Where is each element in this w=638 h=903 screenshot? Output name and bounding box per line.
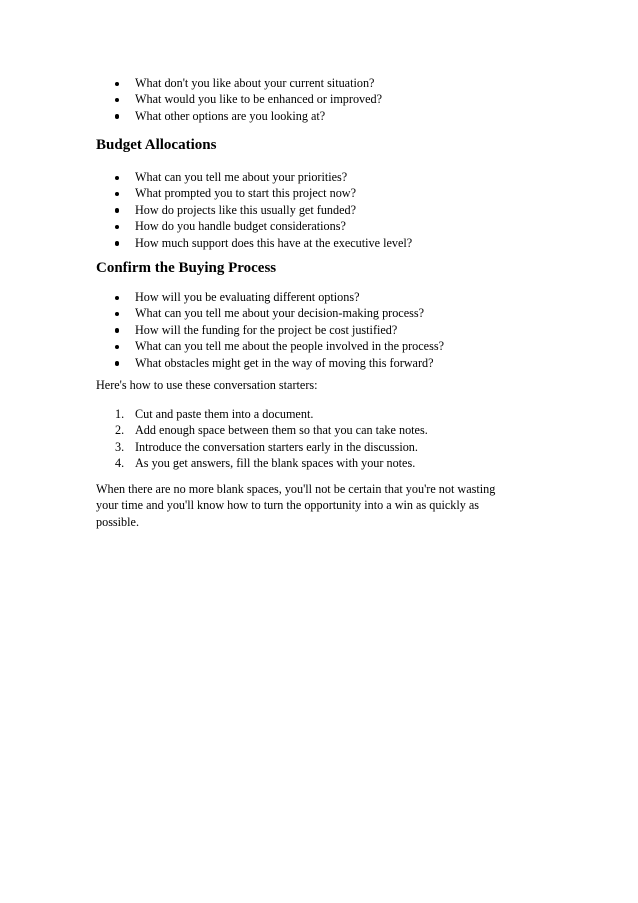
list-item-text: How much support does this have at the executive level? — [135, 235, 413, 250]
buying-process-question-list — [0, 289, 638, 371]
numbered-step — [0, 422, 638, 438]
step-text: Introduce the conversation starters early in the discussion. — [135, 439, 418, 454]
list-item — [0, 202, 638, 218]
list-item — [0, 218, 638, 234]
numbered-step — [0, 406, 638, 422]
bullet-icon — [115, 114, 119, 118]
bullet-icon — [115, 345, 119, 349]
section-heading-buying-process: Confirm the Buying Process — [96, 260, 277, 276]
list-item-text: What prompted you to start this project now? — [135, 186, 357, 201]
bullet-icon — [115, 312, 119, 316]
closing-line: possible. — [96, 514, 139, 529]
step-number: 2. — [115, 423, 125, 438]
numbered-step — [0, 439, 638, 455]
numbered-step — [0, 455, 638, 471]
list-item-text: How do you handle budget considerations? — [135, 219, 346, 234]
list-item — [0, 169, 638, 185]
list-item — [0, 338, 638, 354]
list-item-text: What other options are you looking at? — [135, 108, 326, 123]
bullet-icon — [115, 208, 119, 212]
list-item — [0, 185, 638, 201]
list-item-text: What would you like to be enhanced or improved? — [135, 92, 383, 107]
closing-line: your time and you'll know how to turn the opportunity into a win as quickly as — [96, 498, 480, 513]
step-text: Add enough space between them so that you can take notes. — [135, 423, 428, 438]
bullet-icon — [115, 192, 119, 196]
step-number: 1. — [115, 407, 125, 421]
budget-question-list — [0, 169, 638, 251]
closing-line: When there are no more blank spaces, you'll not be certain that you're not wasting — [96, 482, 496, 496]
list-item — [0, 108, 638, 124]
section-heading-budget: Budget Allocations — [96, 137, 217, 153]
intro-question-list — [0, 75, 638, 124]
bullet-icon — [115, 361, 119, 365]
list-item — [0, 289, 638, 305]
bullet-icon — [115, 241, 119, 245]
bullet-icon — [115, 98, 119, 102]
list-item — [0, 322, 638, 338]
step-number: 4. — [115, 456, 125, 471]
bullet-icon — [115, 82, 119, 86]
step-number: 3. — [115, 439, 125, 454]
closing-paragraph — [96, 481, 536, 530]
list-item — [0, 91, 638, 107]
list-item — [0, 305, 638, 321]
list-item-text: How will the funding for the project be cost justified? — [135, 322, 398, 337]
list-item-text: How do projects like this usually get funded? — [135, 202, 357, 217]
list-item — [0, 235, 638, 251]
step-text: Cut and paste them into a document. — [135, 407, 314, 421]
list-item — [0, 355, 638, 371]
list-item-text: What can you tell me about your decision-making process? — [135, 306, 425, 321]
list-item-text: How will you be evaluating different options? — [135, 290, 360, 304]
howto-steps-list — [0, 406, 638, 472]
bullet-icon — [115, 225, 119, 229]
list-item — [0, 75, 638, 91]
bullet-icon — [115, 176, 119, 180]
howto-intro-paragraph: Here's how to use these conversation starters: — [96, 378, 318, 392]
list-item-text: What don't you like about your current situation? — [135, 76, 375, 90]
list-item-text: What can you tell me about the people involved in the process? — [135, 339, 444, 354]
step-text: As you get answers, fill the blank spaces with your notes. — [135, 456, 416, 471]
list-item-text: What obstacles might get in the way of moving this forward? — [135, 355, 434, 370]
bullet-icon — [115, 296, 119, 300]
list-item-text: What can you tell me about your priorities? — [135, 170, 348, 184]
bullet-icon — [115, 328, 119, 332]
